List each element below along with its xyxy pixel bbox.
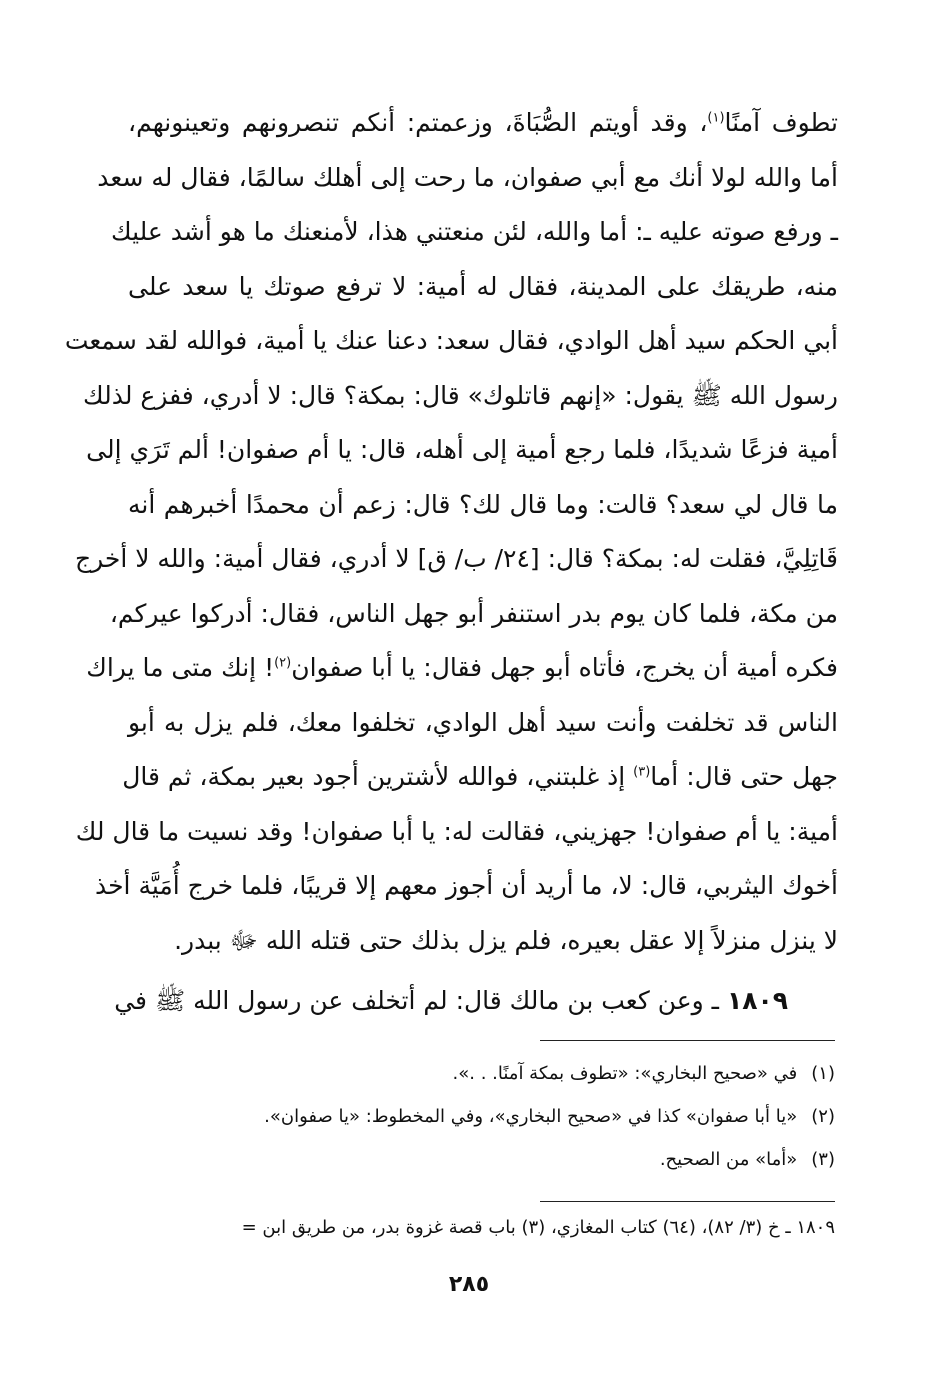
text-line: أما والله لولا أنك مع أبي صفوان، ما رحت إلى أهلك سالمًا، فقال له سعد bbox=[97, 162, 838, 192]
text-line: من مكة، فلما كان يوم بدر استنفر أبو جهل الناس، فقال: أدركوا عيركم، bbox=[109, 598, 838, 628]
text-line: أمية: يا أم صفوان! جهزيني، فقالت له: يا أبا صفوان! وقد نسيت ما قال لك bbox=[75, 816, 838, 846]
footnotes-divider bbox=[540, 1040, 835, 1041]
footnote-marker[interactable]: (١) bbox=[707, 110, 725, 126]
text-line: ما قال لي سعد؟ قالت: وما قال لك؟ قال: زعم أن محمدًا أخبرهم أنه bbox=[128, 489, 838, 519]
main-text bbox=[64, 96, 838, 1029]
text-line: لا ينزل منزلاً إلا عقل بعيره، فلم يزل بذلك حتى قتله الله ﷻ ببدر. bbox=[174, 925, 838, 955]
hadith-number: ١٨٠٩ bbox=[726, 986, 788, 1015]
footnote-text: في «صحيح البخاري»: «تطوف بمكة آمنًا. . .». bbox=[452, 1063, 798, 1084]
footnote-1 bbox=[135, 1052, 835, 1095]
text-line: فكره أمية أن يخرج، فأتاه أبو جهل فقال: يا أبا صفوان$^{(٢)}$! إنك متى ما يراك bbox=[86, 653, 838, 682]
footnotes bbox=[135, 1052, 835, 1181]
text-line: تطوف آمنًا$^{(١)}$، وقد أويتم الصُّبَاةَ، وزعمتم: أنكم تنصرونهم وتعينونهم، bbox=[128, 108, 838, 137]
text-line: الناس قد تخلفت وأنت سيد أهل الوادي، تخلفوا معك، فلم يزل به أبو bbox=[128, 707, 838, 737]
text-line: رسول الله ﷺ يقول: «إنهم قاتلوك» قال: بمكة؟ قال: لا أدري، ففزع لذلك bbox=[83, 380, 838, 410]
text-line: أمية فزعًا شديدًا، فلما رجع أمية إلى أهله، قال: يا أم صفوان! ألم تَرَي إلى bbox=[86, 435, 838, 464]
text-line: منه، طريقك على المدينة، فقال له أمية: لا ترفع صوتك يا سعد على bbox=[128, 271, 838, 301]
text-line: قَاتِلِيَّ، فقلت له: بمكة؟ قال: [٢٤/ ب/ ق] لا أدري، فقال أمية: والله لا أخرج bbox=[74, 544, 838, 573]
text-line: أبي الحكم سيد أهل الوادي، فقال سعد: دعنا عنك يا أمية، فوالله لقد سمعت bbox=[64, 326, 838, 355]
footnote-number: (٢) bbox=[811, 1106, 835, 1127]
takhrij-note: ١٨٠٩ ـ خ (٣/ ٨٢)، (٦٤) كتاب المغازي، (٣) باب قصة غزوة بدر، من طريق ابن = bbox=[241, 1217, 835, 1238]
footnote-number: (٣) bbox=[811, 1149, 835, 1170]
footnote-text: «أما» من الصحيح. bbox=[659, 1149, 798, 1170]
text-line: جهل حتى قال: أما$^{(٣)}$ إذ غلبتني، فوالله لأشترين أجود بعير بمكة، ثم قال bbox=[122, 762, 838, 791]
footnote-marker[interactable]: (٢) bbox=[274, 655, 292, 671]
footnote-marker[interactable]: (٣) bbox=[633, 764, 651, 780]
page-number: ٢٨٥ bbox=[448, 1272, 490, 1297]
hadith-text: ـ وعن كعب بن مالك قال: لم أتخلف عن رسول الله ﷺ في bbox=[114, 986, 727, 1015]
footnote-text: «يا أبا صفوان» كذا في «صحيح البخاري»، وفي المخطوط: «يا صفوان». bbox=[264, 1106, 798, 1127]
footnote-number: (١) bbox=[811, 1063, 835, 1084]
hadith-start bbox=[114, 974, 838, 1029]
text-line: أخوك اليثربي، قال: لا، ما أريد أن أجوز معهم إلا قريبًا، فلما خرج أُمَيَّة أخذ bbox=[94, 871, 838, 900]
footnote-2 bbox=[135, 1095, 835, 1138]
takhrij-divider bbox=[540, 1201, 835, 1202]
text-line: ـ ورفع صوته عليه ـ: أما والله، لئن منعتني هذا، لأمنعنك ما هو أشد عليك bbox=[111, 217, 838, 246]
footnote-3 bbox=[135, 1138, 835, 1181]
